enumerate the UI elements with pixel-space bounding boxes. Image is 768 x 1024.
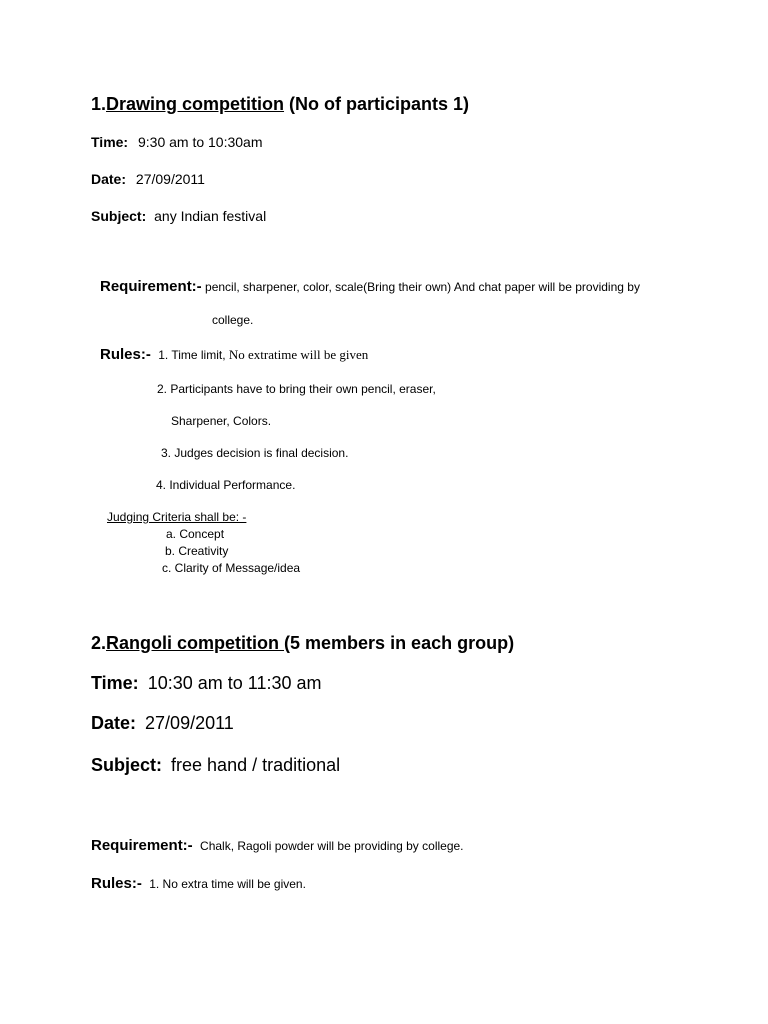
section1-requirement bbox=[100, 279, 640, 294]
section2-title: Rangoli competition bbox=[106, 633, 285, 653]
date-value: 27/09/2011 bbox=[135, 171, 205, 187]
section1-subject bbox=[91, 209, 266, 223]
rule1-suffix: No extratime will be given bbox=[228, 347, 369, 362]
section1-time bbox=[91, 135, 263, 149]
section2-time bbox=[91, 674, 321, 692]
subject-value: any Indian festival bbox=[154, 208, 267, 224]
requirement-label: Requirement:- bbox=[91, 837, 193, 854]
section2-heading bbox=[91, 634, 514, 652]
criteria-item: b. Creativity bbox=[165, 544, 229, 558]
requirement-text: pencil, sharpener, color, scale(Bring their own) And chat paper will be providing by bbox=[205, 280, 640, 294]
section2-number: 2. bbox=[91, 633, 107, 653]
rules-label: Rules:- bbox=[91, 875, 142, 892]
date-label: Date: bbox=[91, 171, 127, 187]
time-value: 10:30 am to 11:30 am bbox=[147, 673, 322, 693]
section1-rules bbox=[100, 347, 368, 362]
section2-subtitle: (5 members in each group) bbox=[284, 633, 515, 653]
section1-requirement-cont: college. bbox=[212, 313, 254, 327]
section1-title: Drawing competition bbox=[106, 94, 285, 114]
subject-label: Subject: bbox=[91, 208, 147, 224]
section1-subtitle: (No of participants 1) bbox=[284, 94, 470, 114]
section2-rules bbox=[91, 876, 306, 891]
criteria-item: c. Clarity of Message/idea bbox=[162, 561, 301, 575]
section1-rule2: 2. Participants have to bring their own pencil, eraser, bbox=[157, 382, 436, 396]
section1-date bbox=[91, 172, 205, 186]
time-value: 9:30 am to 10:30am bbox=[137, 134, 263, 150]
section2-subject bbox=[91, 756, 340, 774]
requirement-label: Requirement:- bbox=[100, 278, 202, 295]
date-label: Date: bbox=[91, 713, 137, 733]
section1-rule3: 3. Judges decision is final decision. bbox=[161, 446, 349, 460]
criteria-item: a. Concept bbox=[166, 527, 225, 541]
section1-rule2-cont: Sharpener, Colors. bbox=[171, 414, 272, 428]
section1-number: 1. bbox=[91, 94, 107, 114]
subject-label: Subject: bbox=[91, 755, 163, 775]
subject-value: free hand / traditional bbox=[171, 755, 341, 775]
time-label: Time: bbox=[91, 134, 129, 150]
judging-criteria-label: Judging Criteria shall be: - bbox=[107, 510, 247, 524]
rule1-prefix: 1. Time limit, bbox=[158, 348, 226, 362]
date-value: 27/09/2011 bbox=[145, 713, 234, 733]
section1-rule4: 4. Individual Performance. bbox=[156, 478, 296, 492]
time-label: Time: bbox=[91, 673, 139, 693]
rules-label: Rules:- bbox=[100, 346, 151, 363]
section2-date bbox=[91, 714, 234, 732]
rule1: 1. No extra time will be given. bbox=[149, 877, 306, 891]
section2-requirement bbox=[91, 838, 464, 853]
requirement-text: Chalk, Ragoli powder will be providing by college. bbox=[200, 839, 464, 853]
section1-heading bbox=[91, 95, 469, 113]
